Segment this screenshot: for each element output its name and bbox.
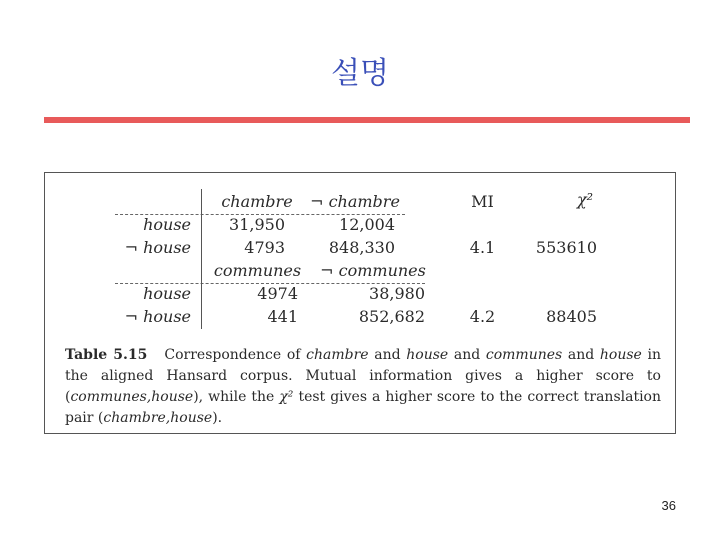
cell-house-not-communes: 38,980 bbox=[369, 284, 425, 303]
row-label-not-house-1: ¬ house bbox=[124, 238, 191, 257]
caption-text: and bbox=[368, 347, 407, 363]
caption-word: communes,house bbox=[70, 389, 194, 405]
caption-text: ), while the bbox=[193, 389, 280, 405]
caption-text: test gives a higher score to the correct translation pair ( bbox=[65, 389, 661, 426]
caption-label: Table 5.15 bbox=[65, 347, 148, 363]
cell-house-communes: 4974 bbox=[257, 284, 298, 303]
cell-not-house-communes: 441 bbox=[267, 307, 298, 326]
header-not-chambre: ¬ chambre bbox=[310, 192, 400, 211]
header-mi: MI bbox=[471, 192, 494, 211]
cell-house-chambre: 31,950 bbox=[229, 215, 285, 234]
row-label-house-1: house bbox=[143, 215, 191, 234]
row-label-house-2: house bbox=[143, 284, 191, 303]
caption-word: house bbox=[599, 347, 642, 363]
caption-word: chambre bbox=[306, 347, 369, 363]
caption-word: house bbox=[406, 347, 449, 363]
header-communes: communes bbox=[213, 261, 302, 280]
cell-not-house-chambre: 4793 bbox=[244, 238, 285, 257]
slide-title: 설명 bbox=[331, 56, 389, 91]
caption-text: ). bbox=[212, 410, 223, 426]
cell-house-not-chambre: 12,004 bbox=[339, 215, 395, 234]
cell-chi-1: 553610 bbox=[535, 238, 597, 257]
caption-word: communes bbox=[485, 347, 563, 363]
cell-chi-2: 88405 bbox=[546, 307, 597, 326]
caption-text: in the aligned Hansard corpus. Mutual information gives a higher score to ( bbox=[65, 347, 661, 405]
label-column-rule bbox=[201, 189, 202, 329]
row-label-not-house-2: ¬ house bbox=[124, 307, 191, 326]
cell-mi-1: 4.1 bbox=[469, 238, 496, 257]
cell-mi-2: 4.2 bbox=[469, 307, 496, 326]
header-chambre: chambre bbox=[221, 192, 293, 211]
title-underline bbox=[44, 117, 690, 123]
cell-not-house-not-chambre: 848,330 bbox=[328, 238, 395, 257]
caption-word: χ² bbox=[279, 389, 294, 405]
caption-text: and bbox=[448, 347, 486, 363]
page-number: 36 bbox=[661, 498, 676, 513]
header-not-communes: ¬ communes bbox=[320, 261, 426, 280]
table-figure bbox=[44, 172, 676, 434]
caption-text: and bbox=[562, 347, 600, 363]
cell-not-house-not-communes: 852,682 bbox=[358, 307, 425, 326]
header-chi-square: χ² bbox=[576, 190, 594, 209]
table-caption bbox=[65, 345, 661, 429]
caption-word: chambre,house bbox=[103, 410, 213, 426]
caption-text: Correspondence of bbox=[164, 347, 307, 363]
